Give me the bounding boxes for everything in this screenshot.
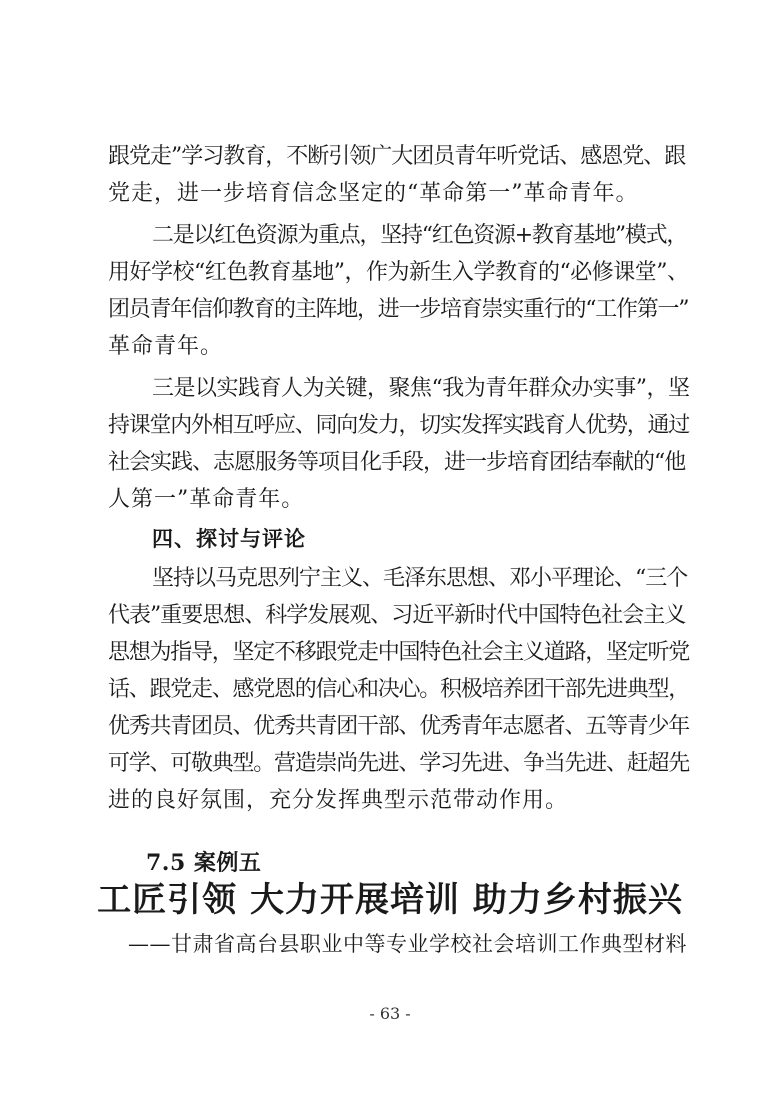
case-subtitle: ——甘肃省高台县职业中等专业学校社会培训工作典型材料	[128, 932, 687, 956]
paragraph-2-line-4: 革命青年。	[108, 334, 224, 359]
paragraph-4-line-1: 坚持以马克思列宁主义、毛泽东思想、邓小平理论、“三个	[152, 566, 688, 591]
paragraph-3-line-2: 持课堂内外相互呼应、同向发力，切实发挥实践育人优势，通过	[108, 413, 690, 438]
paragraph-1-line-1: 跟党走”学习教育，不断引领广大团员青年听党话、感恩党、跟	[108, 144, 686, 169]
paragraph-4-line-4: 话、跟党走、感党恩的信心和决心。积极培养团干部先进典型，	[108, 677, 690, 702]
paragraph-4-line-6: 可学、可敬典型。营造崇尚先进、学习先进、争当先进、赶超先	[108, 751, 690, 776]
paragraph-2-line-2: 用好学校“红色教育基地”，作为新生入学教育的“必修课堂”、	[108, 260, 689, 285]
case-title: 工匠引领 大力开展培训 助力乡村振兴	[97, 880, 683, 920]
paragraph-2-line-1: 二是以红色资源为重点，坚持“红色资源+教育基地”模式，	[152, 223, 688, 248]
paragraph-3-line-3: 社会实践、志愿服务等项目化手段，进一步培育团结奉献的“他	[108, 450, 686, 475]
page-number: - 63 -	[369, 1004, 411, 1023]
paragraph-4-line-2: 代表”重要思想、科学发展观、习近平新时代中国特色社会主义	[108, 603, 686, 628]
paragraph-4-line-5: 优秀共青团员、优秀共青团干部、优秀青年志愿者、五等青少年	[108, 714, 690, 739]
section-heading: 四、探讨与评论	[152, 527, 306, 551]
paragraph-4-line-7: 进的良好氛围，充分发挥典型示范带动作用。	[108, 788, 569, 813]
paragraph-1-line-2: 党走，进一步培育信念坚定的“革命第一”革命青年。	[108, 181, 639, 206]
paragraph-2-line-3: 团员青年信仰教育的主阵地，进一步培育崇实重行的“工作第一”	[108, 297, 689, 322]
case-label: 7.5 案例五	[146, 850, 262, 876]
paragraph-3-line-1: 三是以实践育人为关键，聚焦“我为青年群众办实事”，坚	[152, 376, 690, 401]
paragraph-3-line-4: 人第一”革命青年。	[108, 487, 305, 512]
paragraph-4-line-3: 思想为指导，坚定不移跟党走中国特色社会主义道路，坚定听党	[108, 640, 690, 665]
